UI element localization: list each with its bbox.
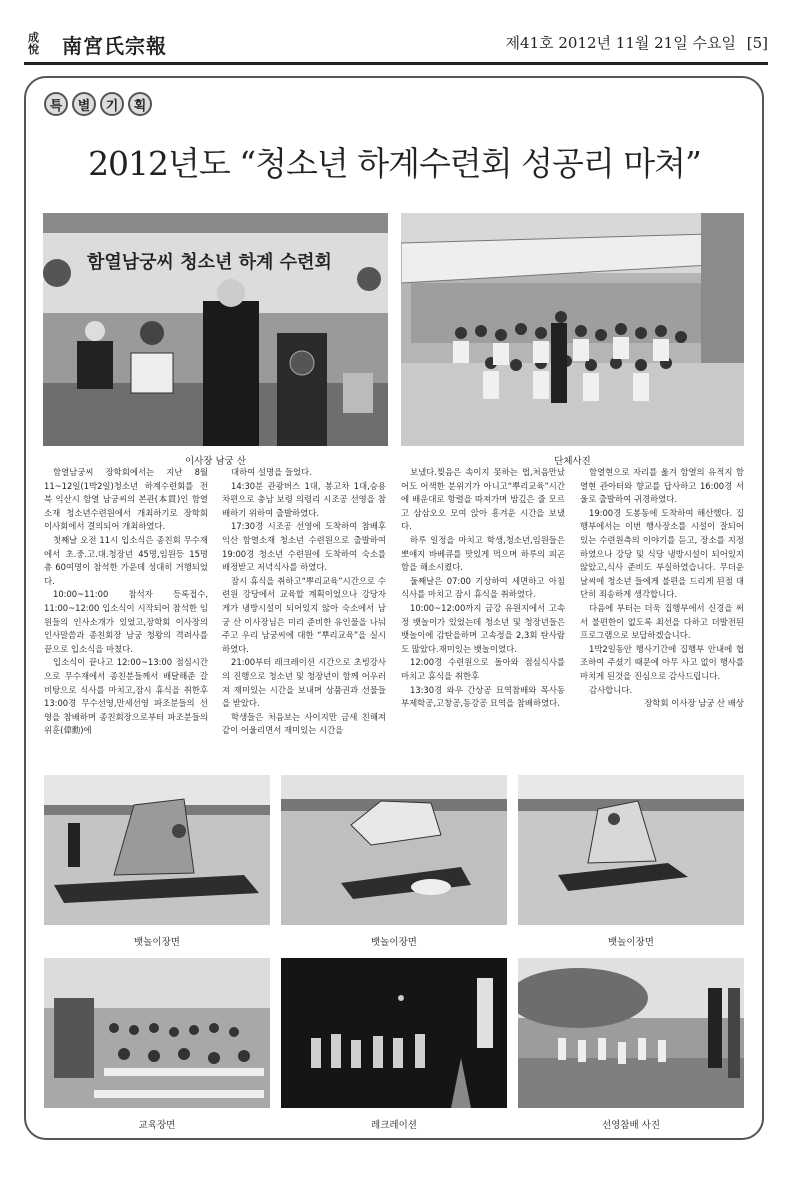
article-paragraph: 17:30경 시조공 선영에 도착하여 참배후 익산 함열소재 청소년 수련원으로 출발하여 19:00경 청소년 수련원에 도착하여 숙소를 배정받고 저녁식사를 하였다. — [222, 521, 386, 573]
article-column-3 — [401, 466, 565, 782]
issue-info — [506, 32, 768, 53]
speaker-photo — [43, 213, 388, 446]
article-paragraph: 감사합니다. — [589, 684, 633, 695]
article-paragraph: 둘째날은 07:00 기상하여 세면하고 아침식사를 마치고 잠시 휴식을 취하였다. — [401, 575, 565, 600]
banner-text: 함열남궁씨 청소년 하계 수련회 — [87, 252, 332, 273]
article-paragraph: 10:00~11:00 참석자 등록접수, 11:00~12:00 입소식이 시작되어 참석한 임원들의 인사소개가 있었고,장학회 이사장의 인사말씀과 종친회장 남궁 청왕의 격려사를 끝으로 입소식을 마쳤다. — [44, 589, 208, 654]
article-column-4 — [580, 466, 744, 782]
ceremony-caption: 선영참배 사진 — [601, 1120, 661, 1131]
article-paragraph: 14:30분 관광버스 1대, 봉고차 1대,승용차편으로 충남 보령 의령리 시조공 선영을 참배하기 위하여 출발하였다. — [222, 480, 386, 518]
section-badge: 특 — [44, 92, 68, 116]
page-number: [5] — [746, 34, 768, 52]
newspaper-name: 南宮氏宗報 — [62, 34, 167, 58]
class-caption: 교육장면 — [138, 1120, 176, 1131]
article-paragraph: 잠시 휴식을 취하고“뿌리교육”시간으로 수련원 강당에서 교육할 계획이었으나 강당자게가 냉방시설이 되어있지 않아 숙소에서 남궁 산 이사장님은 미리 준비한 유인물을 나눠주고 우리 남궁씨에 대한 “뿌리교육”을 실시하였다. — [222, 575, 386, 654]
classroom-illustration — [44, 958, 270, 1108]
article-paragraph: 첫째날 오전 11시 입소식은 종친회 무수재에서 초.중.고.대.청장년 45명,임원등 15명 총 60여명이 참석한 가운데 성대히 거행되었다. — [44, 534, 208, 586]
article-paragraph: 학생들은 처음보는 사이지만 금새 친해져 같이 어울리면서 재미있는 시간을 — [222, 711, 386, 736]
article-paragraph: 하루 일정을 마치고 학생,청소년,임원들은 뽀얘지 바베큐를 맛있게 먹으며 하루의 피곤함을 해소시켰다. — [401, 534, 565, 573]
ceremony-illustration — [518, 958, 744, 1108]
article-paragraph: 입소식이 끝나고 12:00~13:00 점심시간으로 무수재에서 종친분들께서 배달해준 갈비탕으로 식사를 마치고,잠시 휴식을 취한후 13:00경 무수선영,만세선영 파조분들의 선영을 참배하며 종친회장으로부터 파조분들의 위훈(偉勳)에 — [44, 657, 208, 736]
boat-caption: 뱃놀이장면 — [371, 937, 417, 948]
class-photo — [44, 958, 270, 1108]
article-paragraph: 함열남궁씨 장학회에서는 지난 8월 11~12일(1박2일)청소년 하계수련회를 전북 익산시 함열 남궁씨의 본관(本貫)인 함열소재 청소년수련원에서 개최하기로 장학회 이사회에서 결의되어 개최하였다. — [44, 467, 208, 532]
article-signature: 장학회 이사장 남궁 산 배상 — [644, 698, 744, 709]
speaker-caption: 이사장 남궁 산 — [184, 456, 247, 467]
boat-photo-1 — [44, 775, 270, 925]
article-column-2 — [222, 466, 386, 782]
group-photo — [401, 213, 744, 446]
boat-photo-3 — [518, 775, 744, 925]
article-title: 2012년도 “청소년 하계수련회 성공리 마쳐” — [88, 144, 701, 183]
recreation-caption: 레크레이션 — [371, 1120, 417, 1131]
speaker-illustration — [43, 213, 388, 446]
article-paragraph: 1박2일동안 행사기간에 집행부 안내에 협조하여 주셨기 때문에 아무 사고 없이 행사를 마치게 된것을 진심으로 감사드립니다. — [580, 643, 744, 681]
ceremony-photo — [518, 958, 744, 1108]
article-paragraph: 10:00~12:00까지 금강 유원지에서 고속정 뱃놀이가 있었는데 청소년 및 청장년들은 뱃놀이에 감탄을하며 고속정을 2,3회 탄사람도 많았다.재미있는 뱃놀이였다. — [401, 602, 565, 654]
boat-illustration — [281, 775, 507, 925]
article-column-1 — [44, 466, 208, 782]
recreation-photo — [281, 958, 507, 1108]
newspaper-header — [24, 18, 768, 62]
group-caption: 단체사진 — [554, 456, 591, 467]
article-paragraph: 보냈다.찢음은 속이지 못하는 법,처음만났어도 어색한 분위기가 아니고“뿌리교육”시간에 배운대로 항렬을 따져가며 밤깊은 줄 모르고 삼삼오오 모여 앉아 흥겨운 시간을 보냈다. — [401, 467, 565, 532]
boat-photo-2 — [281, 775, 507, 925]
boat-caption: 뱃놀이장면 — [134, 937, 180, 948]
section-badges — [44, 92, 152, 116]
article-paragraph: 대하여 설명을 들었다. — [231, 467, 312, 477]
issue-date: 제41호 2012년 11월 21일 수요일 — [505, 34, 736, 52]
boat-illustration — [518, 775, 744, 925]
article-paragraph: 19:00경 도봉동에 도착하여 해산했다. 집행부에서는 이번 행사장소를 시설이 잘되어 있는 수련원측의 이야기를 듣고, 장소를 지정하였으나 강당 및 식당 냉방시설이 되어있지 않았고,식사 준비도 부실하였습니다. 무더운 날씨에 청소년 들에게 불편을 드리게 된점 대단히 죄송하게 생각합니다. — [580, 507, 744, 600]
recreation-illustration — [281, 958, 507, 1108]
boat-illustration — [44, 775, 270, 925]
article-paragraph: 13:30경 와우 간상공 묘역참배와 목사동 부제학공,고창공,동강공 묘역을 참배하였다. — [401, 684, 565, 709]
header-rule — [24, 62, 768, 65]
article-paragraph: 함열현으로 자리를 옮겨 함열의 유적지 함열현 관아터와 향교를 답사하고 16:00경 서울로 출발하여 귀경하였다. — [580, 467, 744, 505]
section-badge: 기 — [100, 92, 124, 116]
section-badge: 별 — [72, 92, 96, 116]
section-badge: 획 — [128, 92, 152, 116]
group-illustration — [401, 213, 744, 446]
article-paragraph: 21:00부터 레크레이션 시간으로 초빙강사의 진행으로 청소년 및 청장년이 함께 어우러져 재미있는 시간을 보내며 상품권과 선물들을 받았다. — [222, 657, 386, 709]
article-paragraph: 12:00경 수련원으로 돌아와 점심식사를 마치고 휴식을 취한후 — [401, 657, 565, 681]
article-paragraph: 다음에 부터는 더욱 집행부에서 신경을 써서 불편한이 없도록 최선을 다하고 더발전된 프로그램으로 보답하겠습니다. — [580, 602, 744, 641]
header-side-mark: 成悅 — [28, 31, 39, 56]
boat-caption: 뱃놀이장면 — [608, 937, 654, 948]
